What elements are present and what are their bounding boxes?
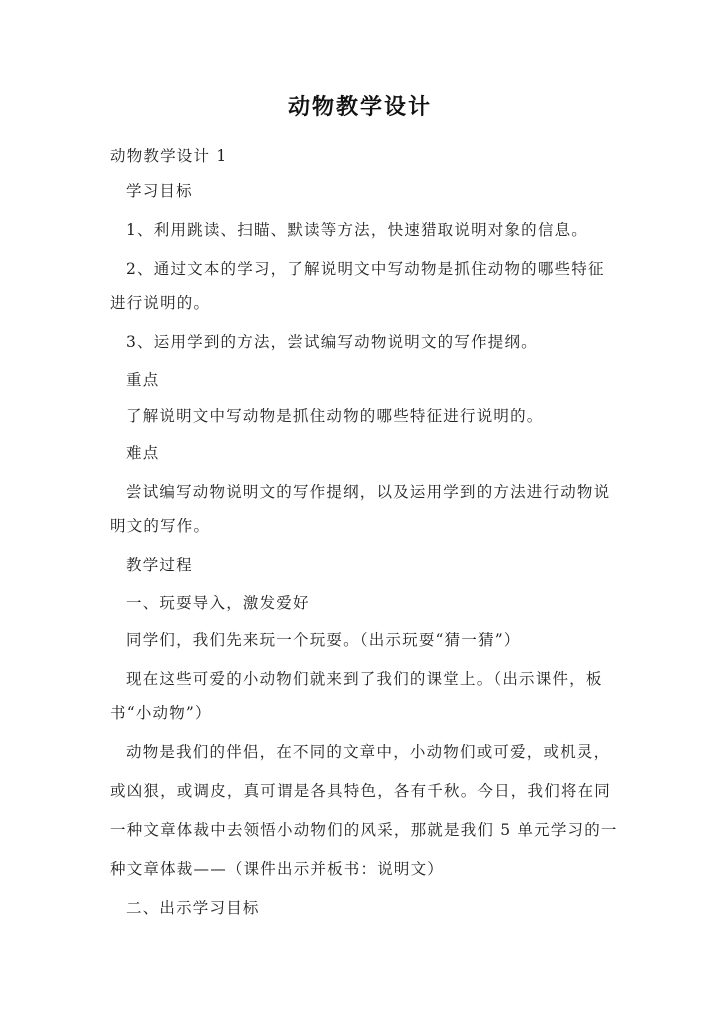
objective-2-line-1: 2、通过文本的学习，了解说明文中写动物是抓住动物的哪些特征 (126, 260, 605, 278)
paragraph-companion-line-3: 一种文章体裁中去领悟小动物们的风采，那就是我们 5 单元学习的一 (110, 821, 618, 839)
paragraph-companion-line-2: 或凶狠，或调皮，真可谓是各具特色，各有千秋。今日，我们将在同 (110, 782, 612, 800)
document-title: 动物教学设计 (287, 94, 432, 120)
step-2-heading: 二、出示学习目标 (126, 899, 260, 917)
paragraph-animals-line-1: 现在这些可爱的小动物们就来到了我们的课堂上。（出示课件，板 (126, 670, 603, 688)
paragraph-animals-line-2: 书“小动物”） (110, 704, 212, 722)
difficulty-line-2: 明文的写作。 (110, 517, 211, 535)
objective-3: 3、运用学到的方法，尝试编写动物说明文的写作提纲。 (126, 333, 538, 351)
objective-2-line-2: 进行说明的。 (110, 294, 211, 312)
key-point-text: 了解说明文中写动物是抓住动物的哪些特征进行说明的。 (126, 407, 544, 425)
objective-1: 1、利用跳读、扫瞄、默读等方法，快速猎取说明对象的信息。 (126, 221, 588, 239)
step-1-heading: 一、玩耍导入，激发爱好 (126, 594, 310, 612)
subheading-difficulty: 难点 (126, 444, 160, 462)
section-heading: 动物教学设计 1 (110, 147, 228, 165)
subheading-objectives: 学习目标 (126, 182, 193, 200)
paragraph-game: 同学们，我们先来玩一个玩耍。（出示玩耍“猜一猜”） (126, 631, 521, 649)
difficulty-line-1: 尝试编写动物说明文的写作提纲，以及运用学到的方法进行动物说 (126, 483, 611, 501)
subheading-process: 教学过程 (126, 556, 193, 574)
subheading-key-point: 重点 (126, 371, 160, 389)
paragraph-companion-line-4: 种文章体裁——（课件出示并板书：说明文） (110, 860, 445, 878)
paragraph-companion-line-1: 动物是我们的伴侣，在不同的文章中，小动物们或可爱，或机灵， (126, 743, 611, 761)
